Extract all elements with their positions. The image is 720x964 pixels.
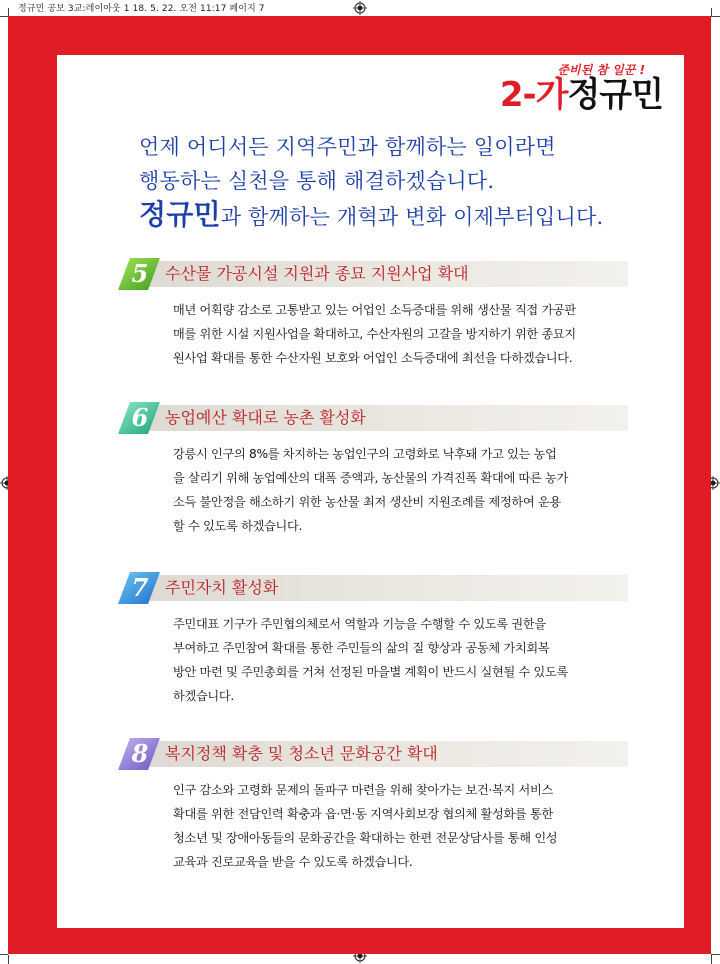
candidate-number: 2-가	[499, 75, 568, 115]
body-line: 강릉시 인구의 8%를 차지하는 농업인구의 고령화로 낙후돼 가고 있는 농업	[173, 447, 557, 461]
section-body	[173, 442, 635, 538]
body-line: 하겠습니다.	[173, 689, 234, 703]
crop-mark	[711, 16, 720, 17]
candidate-name: 정규민	[567, 75, 663, 115]
body-line: 방안 마련 및 주민총회를 거쳐 선정된 마을별 계획이 반드시 실현될 수 있도록	[173, 665, 568, 679]
content-panel	[57, 55, 684, 928]
body-line: 소득 불안정을 해소하기 위한 농산물 최저 생산비 지원조례를 제정하여 운용	[173, 495, 561, 509]
logo-slogan: 준비된 참 일꾼 !	[557, 63, 645, 77]
body-line: 원사업 확대를 통한 수산자원 보호와 어업인 소득증대에 최선을 다하겠습니다.	[173, 351, 573, 365]
body-line: 부여하고 주민참여 확대를 통한 주민들의 삶의 질 향상과 공동체 가치회복	[173, 641, 550, 655]
body-line: 매를 위한 시설 지원사업을 확대하고, 수산자원의 고갈을 방지하기 위한 종묘지	[173, 327, 576, 341]
intro-highlight-name: 정규민	[139, 198, 221, 231]
crop-mark	[8, 955, 9, 964]
section-number: 7	[131, 573, 149, 602]
section-body	[173, 612, 635, 708]
crop-mark	[0, 16, 8, 17]
body-line: 할 수 있도록 하겠습니다.	[173, 519, 303, 533]
section-number: 5	[131, 259, 149, 288]
body-line: 주민대표 기구가 주민협의체로서 역할과 기능을 수행할 수 있도록 권한을	[173, 617, 546, 631]
registration-mark-icon	[353, 1, 367, 15]
body-line: 을 살리기 위해 농업예산의 대폭 증액과, 농산물의 가격진폭 확대에 따른 농가	[173, 471, 568, 485]
pledge-section-8	[118, 738, 658, 874]
candidate-logo	[499, 55, 675, 135]
intro-statement	[139, 130, 603, 234]
section-body	[173, 778, 635, 874]
section-body	[173, 298, 635, 370]
pledge-section-6	[118, 402, 658, 538]
intro-line-1: 언제 어디서든 지역주민과 함께하는 일이라면	[139, 135, 556, 159]
crop-mark	[711, 8, 712, 16]
body-line: 교육과 진로교육을 받을 수 있도록 하겠습니다.	[173, 855, 413, 869]
crop-mark	[0, 954, 8, 955]
body-line: 확대를 위한 전담인력 확충과 읍·면·동 지역사회보장 협의체 활성화를 통한	[173, 807, 553, 821]
logo-brand	[500, 75, 663, 115]
pledge-section-5	[118, 258, 658, 370]
section-number-badge	[118, 572, 160, 604]
intro-line-3-rest: 과 함께하는 개혁과 변화 이제부터입니다.	[220, 205, 604, 229]
crop-mark	[8, 8, 9, 16]
section-header	[118, 738, 658, 770]
section-title: 농업예산 확대로 농촌 활성화	[165, 408, 366, 427]
intro-line-2: 행동하는 실천을 통해 해결하겠습니다.	[139, 169, 495, 193]
section-number-badge	[118, 402, 160, 434]
section-title: 수산물 가공시설 지원과 종묘 지원사업 확대	[165, 264, 469, 283]
section-header	[118, 402, 658, 434]
crop-mark	[711, 954, 720, 955]
section-header	[118, 258, 658, 290]
section-header	[118, 572, 658, 604]
section-number: 8	[131, 739, 149, 768]
section-number-badge	[118, 258, 160, 290]
intro-line-3	[139, 198, 603, 234]
section-number-badge	[118, 738, 160, 770]
section-title: 복지정책 확충 및 청소년 문화공간 확대	[165, 744, 438, 763]
body-line: 청소년 및 장애아동들의 문화공간을 확대하는 한편 전문상담사를 통해 인성	[173, 831, 558, 845]
print-slug: 정규민 공보 3교:레이아웃 1 18. 5. 22. 오전 11:17 페이지 7	[18, 4, 265, 14]
body-line: 인구 감소와 고령화 문제의 돌파구 마련을 위해 찾아가는 보건·복지 서비스	[173, 783, 553, 797]
body-line: 매년 어획량 감소로 고통받고 있는 어업인 소득증대를 위해 생산물 직접 가공판	[173, 303, 576, 317]
section-number: 6	[131, 403, 149, 432]
section-title: 주민자치 활성화	[165, 578, 279, 597]
crop-mark	[711, 955, 712, 964]
pledge-section-7	[118, 572, 658, 708]
